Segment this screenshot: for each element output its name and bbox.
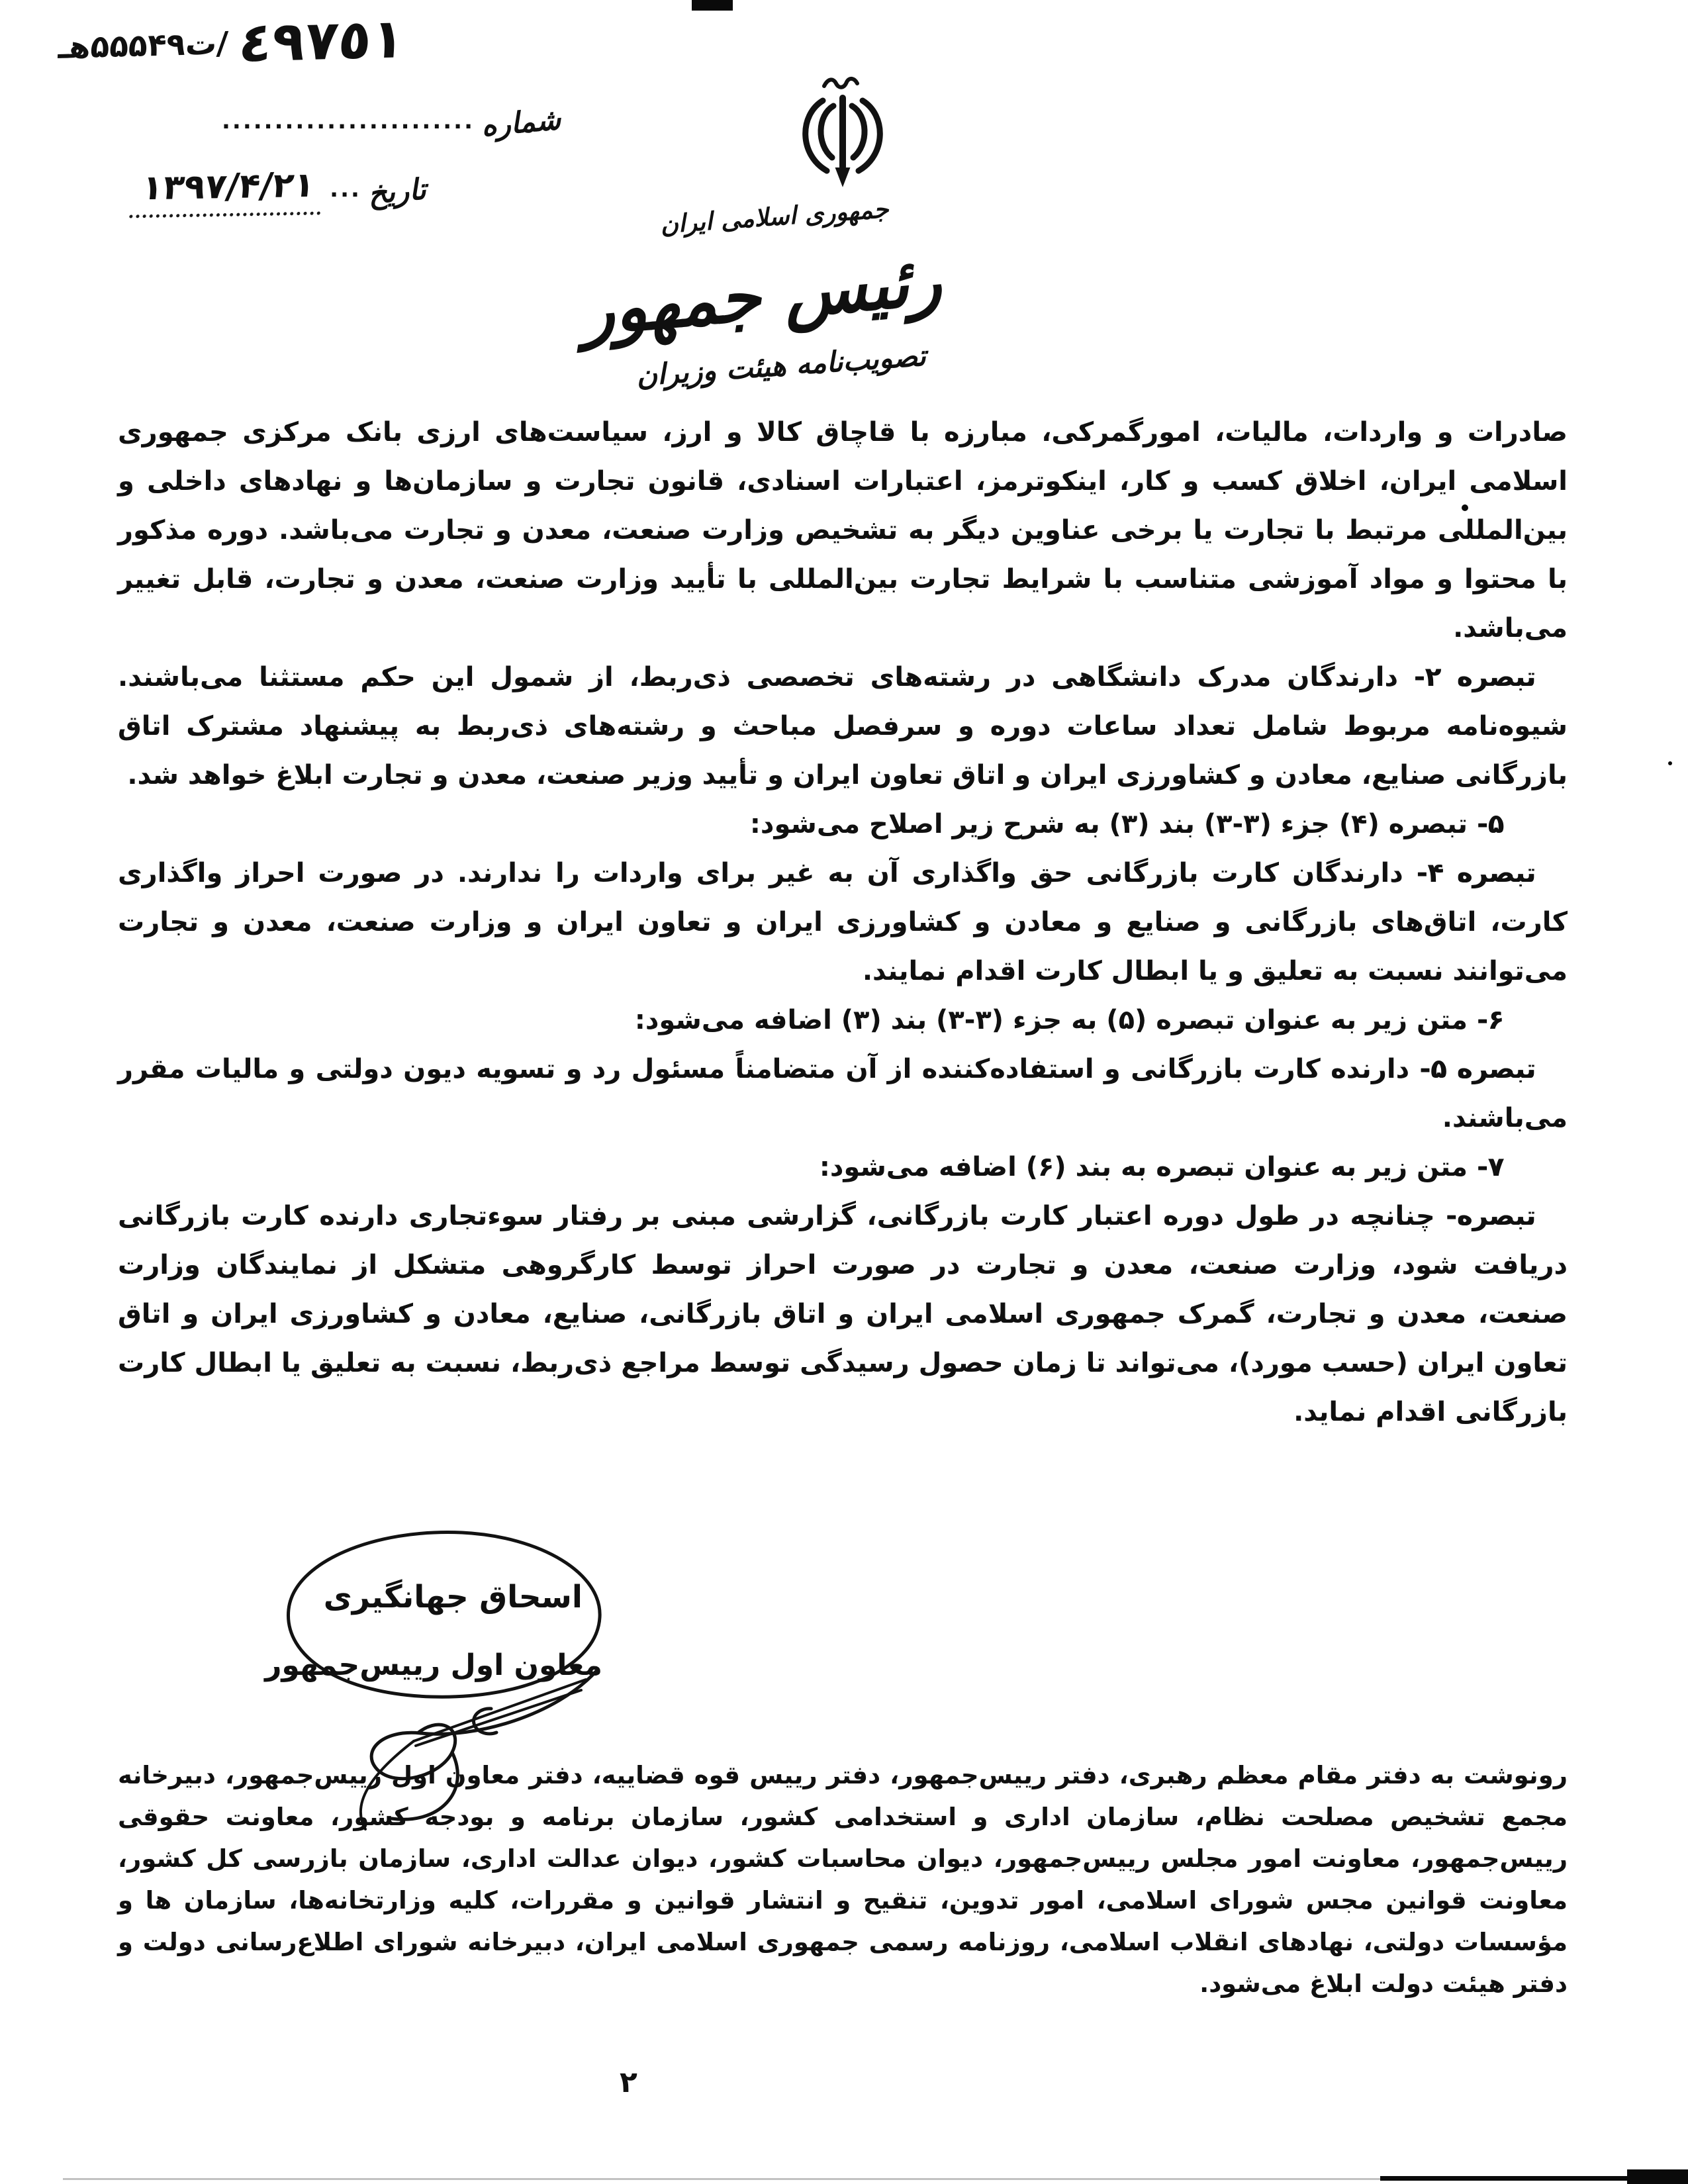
paragraph-text: تبصره (۴) جزء (۳-۳) بند (۳) به شرح زیر اصلاح می‌شود: bbox=[749, 809, 1477, 839]
document-number-suffix: /ت۵۵۵۴۹هـ bbox=[57, 25, 229, 66]
date-field-label: تاریخ bbox=[366, 172, 428, 211]
number-field bbox=[222, 102, 562, 144]
iran-national-emblem-icon bbox=[783, 73, 902, 199]
distribution-paragraph: رونوشت به دفتر مقام معظم رهبری، دفتر رییس‌جمهور، دفتر رییس قوه قضاییه، دفتر معاون اول رییس‌جمهور، دبیرخانه مجمع تشخیص مصلحت نظام، سازمان اداری و استخدامی کشور، سازمان برنامه و بودجه کشور، معاونت حقوقی رییس‌جمهور، معاونت امور مجلس رییس‌جمهور، دیوان محاسبات کشور، دیوان عدالت اداری، سازمان بازرسی کل کشور، معاونت قوانین مجس شورای اسلامی، امور تدوین، تنقیح و انتشار قوانین و مقررات، کلیه وزارتخانه‌ها، سازمان ها و مؤسسات دولتی، نهادهای انقلاب اسلامی، روزنامه رسمی جمهوری اسلامی ایران، دبیرخانه شورای اطلاع‌رسانی دولت و دفتر هیئت دولت ابلاغ می‌شود. bbox=[118, 1761, 1568, 1998]
scan-artifact bbox=[692, 0, 733, 11]
paragraph-text: دارنده کارت بازرگانی و استفاده‌کننده از آن متضامناً مسئول رد و تسویه دیون دولتی و مالیات مقرر می‌باشند. bbox=[118, 1054, 1568, 1133]
body-paragraph bbox=[118, 653, 1568, 800]
paragraph-lead: تبصره- bbox=[1446, 1201, 1536, 1231]
scan-artifact bbox=[1380, 2176, 1628, 2181]
handwritten-date: ۱۳۹۷/۴/۲۱ bbox=[129, 165, 326, 218]
paragraph-text: متن زیر به عنوان تبصره (۵) به جزء (۳-۳) بند (۳) اضافه می‌شود: bbox=[634, 1005, 1477, 1035]
doc-type-title: تصویب‌نامه هیئت وزیران bbox=[635, 339, 927, 393]
paragraph-lead: ۶- bbox=[1476, 1005, 1504, 1035]
country-title: جمهوری اسلامی ایران bbox=[659, 195, 890, 239]
body-paragraph bbox=[118, 1045, 1568, 1143]
paragraph-text: دارندگان مدرک دانشگاهی در رشته‌های تخصصی ذی‌ربط، از شمول این حکم مستثنا می‌باشند. شیوه‌نامه مربوط شامل تعداد ساعات دوره و سرفصل مباحث و رشته‌های ذی‌ربط به پیشنهاد مشترک اتاق بازرگانی صنایع، معادن و کشاورزی ایران و اتاق تعاون ایران و تأیید وزیر صنعت، معدن و تجارت ابلاغ خواهد شد. bbox=[118, 662, 1568, 790]
paragraph-lead: تبصره ۲- bbox=[1413, 662, 1536, 692]
document-number-main: ٤٩٧٥١ bbox=[236, 7, 407, 75]
signatory-name: اسحاق جهانگیری bbox=[323, 1579, 583, 1615]
scan-artifact bbox=[1668, 761, 1672, 765]
body-paragraph bbox=[118, 1143, 1568, 1192]
paragraph-text: دارندگان کارت بازرگانی حق واگذاری آن به غیر برای واردات را ندارند. در صورت احراز واگذاری کارت، اتاق‌های بازرگانی و صنایع و معادن و کشاورزی ایران و تعاون ایران و وزارت صنعت، معدن و تجارت می‌توانند نسبت به تعلیق و یا ابطال کارت اقدام نمایند. bbox=[118, 858, 1568, 986]
body-paragraph bbox=[118, 408, 1568, 653]
paragraph-lead: ۵- bbox=[1476, 809, 1504, 839]
number-field-dotted-line: ........................ bbox=[222, 108, 475, 134]
date-field bbox=[132, 167, 426, 216]
body-paragraph bbox=[118, 800, 1568, 849]
body-paragraph bbox=[118, 996, 1568, 1045]
paragraph-lead: تبصره ۵- bbox=[1419, 1054, 1536, 1084]
number-field-label: شماره bbox=[479, 102, 562, 144]
scan-artifact bbox=[63, 2178, 1380, 2180]
paragraph-lead: تبصره ۴- bbox=[1416, 858, 1536, 888]
scan-artifact bbox=[1627, 2169, 1688, 2184]
document-number bbox=[58, 7, 405, 79]
signatory-title: معاون اول رییس‌جمهور bbox=[265, 1648, 602, 1682]
body-paragraph bbox=[118, 849, 1568, 996]
date-field-dotted-line: ... bbox=[330, 175, 361, 203]
paragraph-text: چنانچه در طول دوره اعتبار کارت بازرگانی، گزارشی مبنی بر رفتار سوءتجاری دارنده کارت بازرگانی دریافت شود، وزارت صنعت، معدن و تجارت در صورت احراز توسط کارگروهی متشکل از نمایندگان وزارت صنعت، معدن و تجارت، گمرک جمهوری اسلامی ایران و اتاق بازرگانی، صنایع، معادن و کشاورزی ایران و اتاق تعاون ایران (حسب مورد)، می‌تواند تا زمان حصول رسیدگی توسط مراجع ذی‌ربط، نسبت به تعلیق یا ابطال کارت بازرگانی اقدام نماید. bbox=[118, 1201, 1568, 1427]
body-paragraph bbox=[118, 1192, 1568, 1437]
office-title: رئیس جمهور bbox=[578, 241, 945, 352]
paragraph-lead: ۷- bbox=[1476, 1152, 1504, 1182]
paragraph-text: صادرات و واردات، مالیات، امورگمرکی، مبارزه با قاچاق کالا و ارز، سیاست‌های ارزی بانک مرکزی جمهوری اسلامی ایران، اخلاق کسب و کار، اینکوترمز، اعتبارات اسنادی، قانون تجارت و سازمان‌ها و نهادهای داخلی و بین‌المللی مرتبط با تجارت یا برخی عناوین دیگر به تشخیص وزارت صنعت، معدن و تجارت می‌باشد. دوره مذکور با محتوا و مواد آموزشی متناسب با شرایط تجارت بین‌المللی با تأیید وزارت صنعت، معدن و تجارت، قابل تغییر می‌باشد. bbox=[118, 417, 1568, 643]
decree-body bbox=[118, 408, 1568, 1437]
page-number: ۲ bbox=[620, 2065, 637, 2099]
paragraph-text: متن زیر به عنوان تبصره به بند (۶) اضافه می‌شود: bbox=[819, 1152, 1477, 1182]
signature-oval bbox=[265, 1533, 602, 1697]
